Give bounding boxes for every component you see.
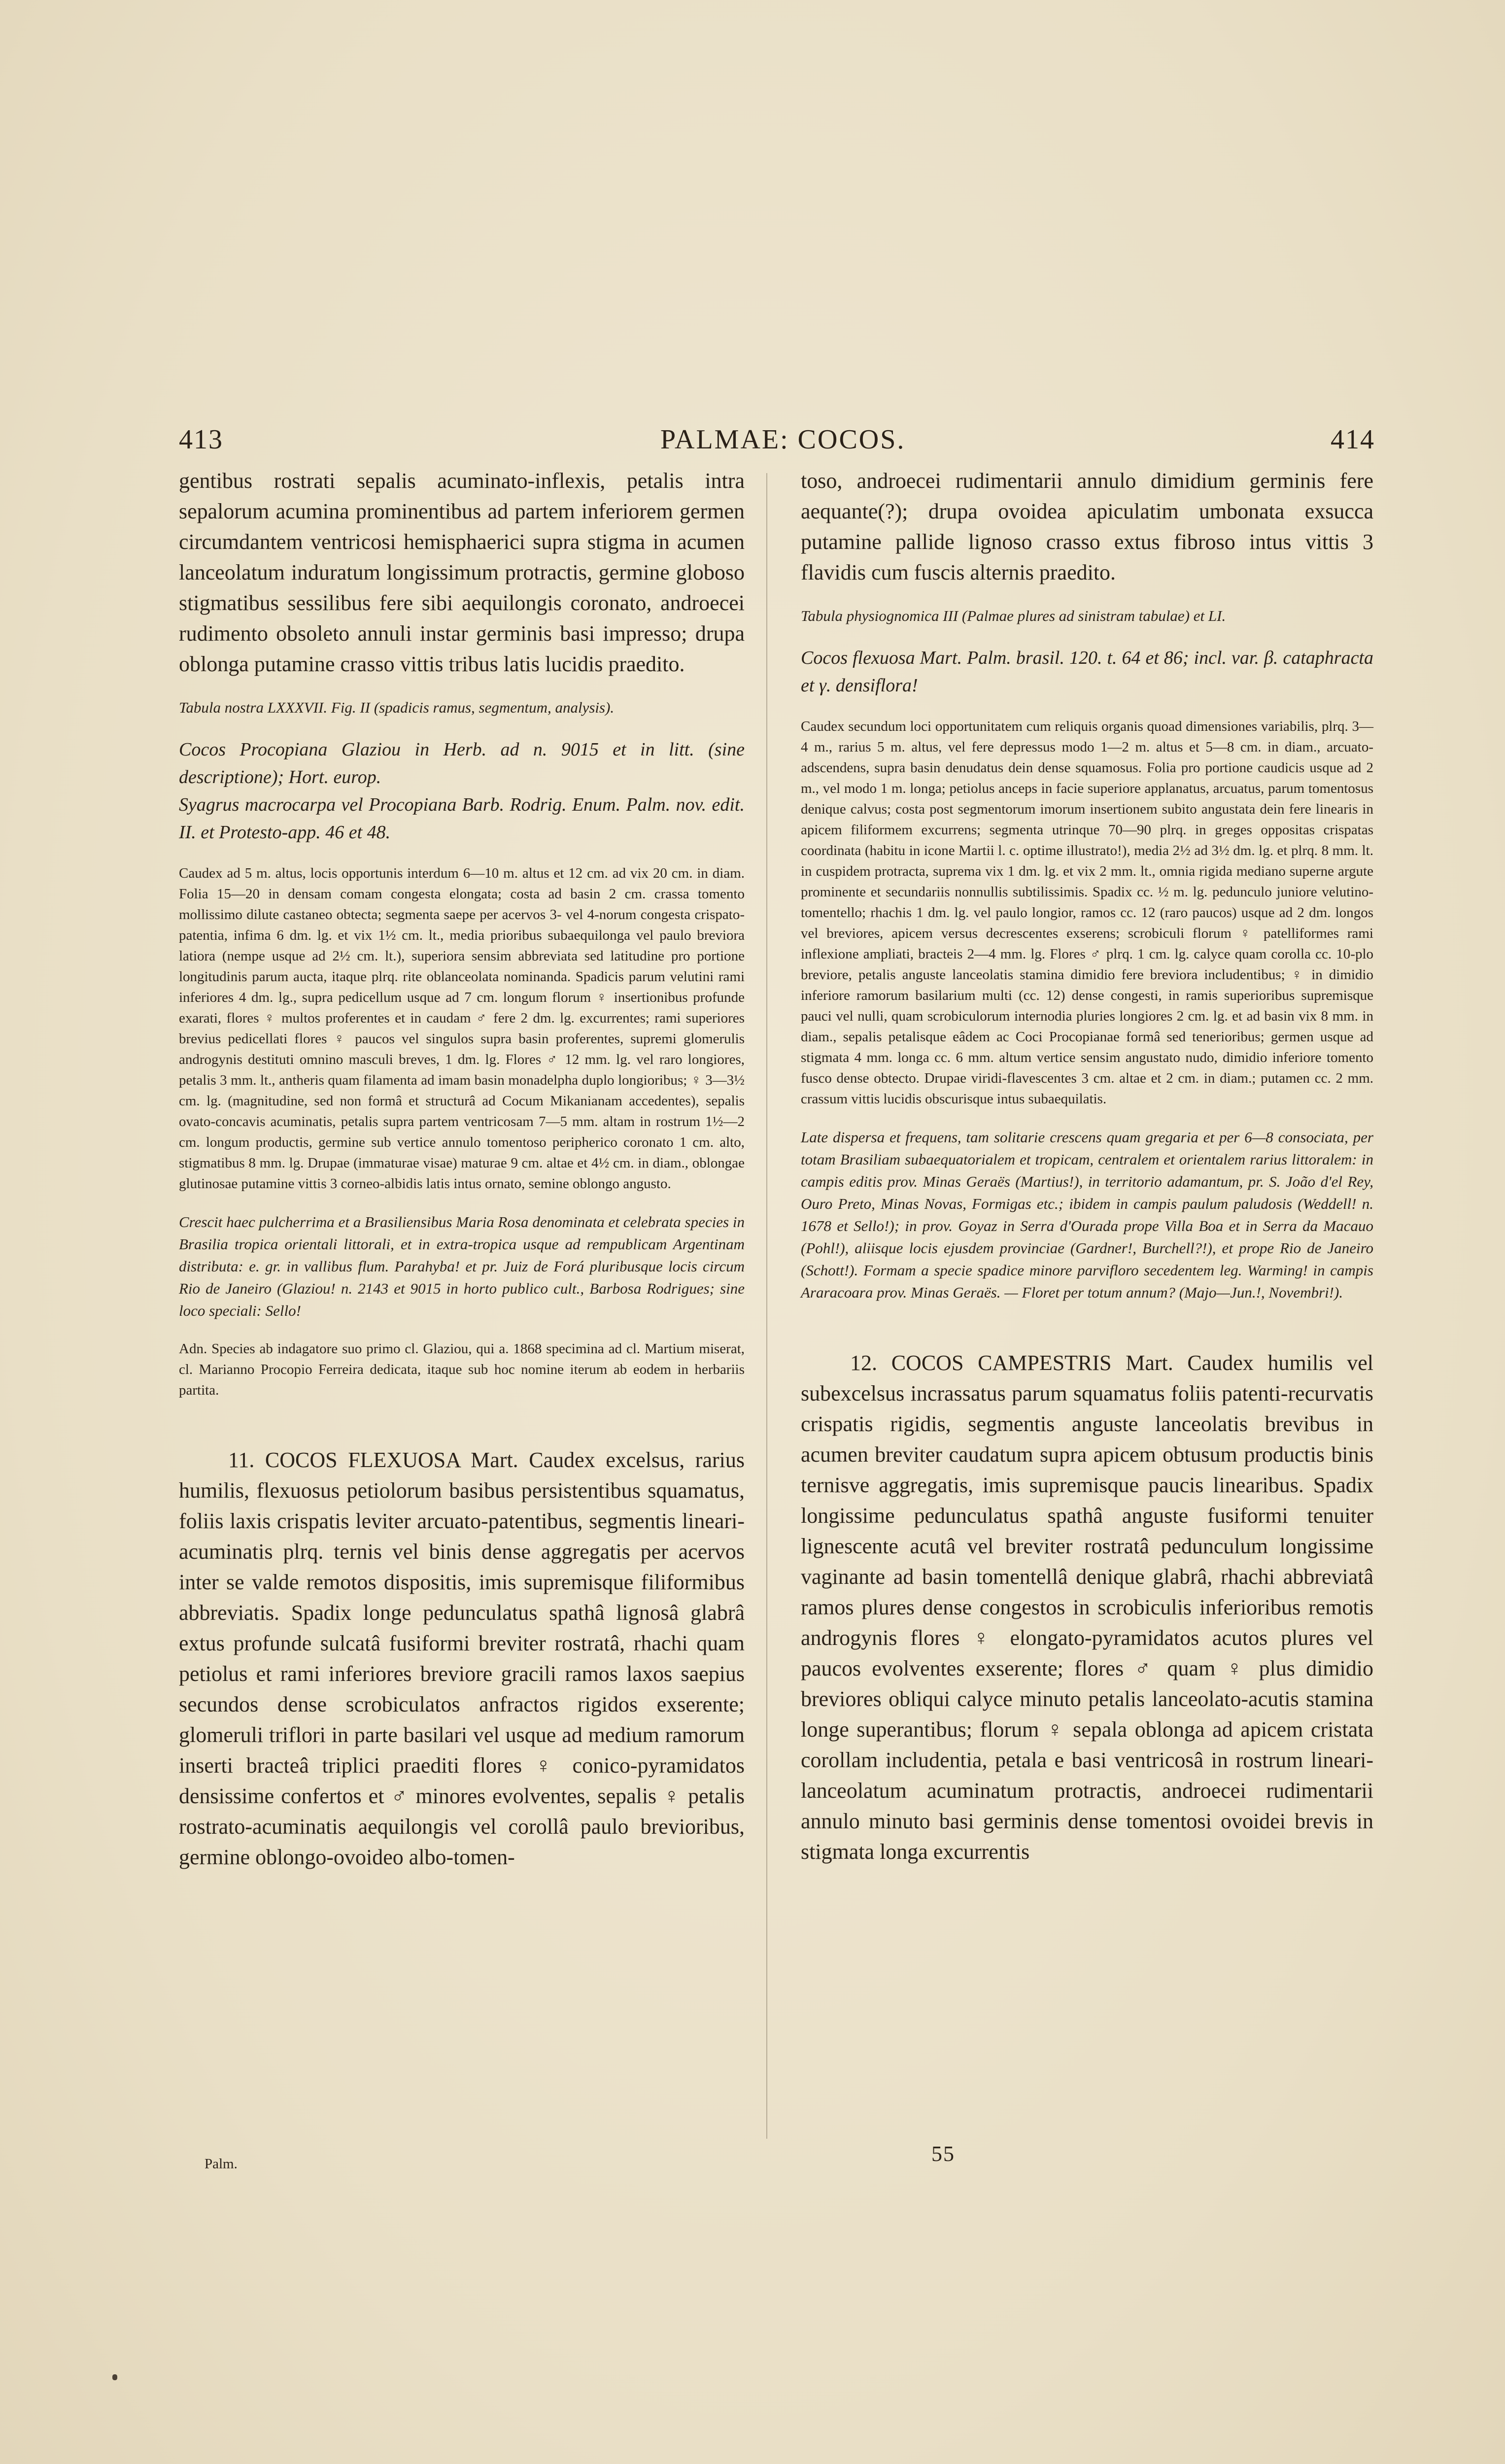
left-tabula-ref: Tabula nostra LXXXVII. Fig. II (spadicis ramus, segmentum, analysis).: [179, 699, 615, 716]
left-habitat: Crescit haec pulcherrima et a Brasiliensibus Maria Rosa denominata et celebrata species in Brasilia tropica orientali littorali, et in extra-tropica usque ad rempublicam Argentinam distributa: e. gr. in vallibus flum. Parahyba! et pr. Juiz de Forá pluribusque locis circum Rio de Janeiro (Glaziou! n. 2143 et 9015 in horto publico cult., Barbosa Rodrigues; sine loco speciali: Sello!: [179, 1213, 745, 1319]
left-description: Caudex ad 5 m. altus, locis opportunis interdum 6—10 m. altus et 12 cm. ad vix 20 cm. in diam. Folia 15—20 in densam comam congesta elongata; costa ad basin 2 cm. crassa tomento mollissimo dilute castaneo obtecta; segmenta saepe per acervos 3- vel 4-norum congesta crispato-patentia, infima 6 dm. lg. et vix 1½ cm. lt., media prioribus subaequilonga vel paulo breviora latiora (nempe usque ad 2½ cm. lt.), superiora sensim abbreviata sed latitudine pro portione longitudinis parum aucta, itaque plrq. rite oblanceolata nominanda. Spadicis parum velutini rami inferiores 4 dm. lg., supra pedicellum usque ad 7 cm. longum florum ♀ insertionibus profunde exarati, flores ♀ multos proferentes et in caudam ♂ fere 2 dm. lg. excurrentes; rami superiores brevius pedicellati flores ♀ paucos vel singulos supra basin proferentes, supremi glomerulis androgynis destituti omnino masculi breves, 1 dm. lg. Flores ♂ 12 mm. lg. vel raro longiores, petalis 3 mm. lt., antheris quam filamenta ad imam basin monadelpha duplo longioribus; ♀ 3—3½ cm. lg. (magnitudine, sed non formâ et structurâ ad Cocum Mikanianam accedentes), sepalis ovato-concavis acuminatis, petalis supra partem ventricosam 7—5 mm. altam in rostrum 1½—2 cm. longum productis, germine sub vertice annulo tomentoso peripherico coronato 1 cm. alto, stigmatibus 8 mm. lg. Drupae (immaturae visae) maturae 9 cm. altae et 4½ cm. in diam., oblongae glutinosae putamine vittis 3 corneo-albidis latis intus ornato, semine oblongo angusto.: [179, 865, 745, 1192]
right-para-continuation: toso, androecei rudimentarii annulo dimidium germinis fere aequante(?); drupa ovoidea apiculatim umbonata exsucca putamine pallide lignoso crasso extus fibroso intus vittis 3 flavidis cum fuscis alternis praedito.: [801, 469, 1373, 584]
signature-mark: Palm.: [205, 2156, 238, 2172]
left-synonym-1: Cocos Procopiana Glaziou in Herb. ad n. 9015 et in litt. (sine descriptione); Hort. europ.: [179, 739, 745, 787]
left-page-number: 413: [179, 424, 223, 455]
right-tabula-ref: Tabula physiognomica III (Palmae plures ad sinistram tabulae) et LI.: [801, 607, 1226, 624]
right-synonym: Cocos flexuosa Mart. Palm. brasil. 120. t. 64 et 86; incl. var. β. cataphracta et γ. densiflora!: [801, 648, 1373, 696]
left-column: [179, 466, 745, 1873]
left-synonym-2: Syagrus macrocarpa vel Procopiana Barb. Rodrig. Enum. Palm. nov. edit. II. et Protesto-app. 46 et 48.: [179, 794, 745, 843]
right-habitat: Late dispersa et frequens, tam solitarie crescens quam gregaria et per 6—8 consociata, per totam Brasiliam subaequatorialem et tropicam, centralem et orientalem rarius littoralem: in campis editis prov. Minas Geraës (Martius!), in territorio adamantum, pr. S. João d'el Rey, Ouro Preto, Minas Novas, Formigas etc.; ibidem in campis paulum paludosis (Weddell! n. 1678 et Sello!); in prov. Goyaz in Serra d'Ourada prope Villa Boa et in Serra da Macauo (Pohl!), aliisque locis ejusdem provinciae (Gardner!, Burchell?!), et prope Rio de Janeiro (Schott!). Formam a specie spadice minore parvifloro secedentem leg. Warming! in campis Araracoara prov. Minas Geraës. — Floret per totum annum? (Majo—Jun.!, Novembri!).: [801, 1129, 1373, 1301]
right-column: [801, 466, 1373, 1867]
left-para-continuation: gentibus rostrati sepalis acuminato-inflexis, petalis intra sepalorum acumina prominentibus ad partem inferiorem germen circumdantem ventricosi hemisphaerici supra stigma in acumen lanceolatum induratum longissimum protractis, germine globoso stigmatibus sessilibus fere sibi aequilongis coronato, androecei rudimento obsoleto annuli instar germinis basi impresso; drupa oblonga putamine crasso vittis tribus latis lucidis praedito.: [179, 469, 745, 676]
column-divider: [766, 473, 767, 2139]
species-12-diagnosis: 12. COCOS CAMPESTRIS Mart. Caudex humilis vel subexcelsus incrassatus parum squamatus foliis patenti-recurvatis crispatis rigidis, segmentis anguste lanceolatis brevibus in acumen breviter caudatum supra apicem obtusum productis binis ternisve aggregatis, imis supremisque paucis linearibus. Spadix longissime pedunculatus spathâ anguste fusiformi tenuiter lignescente acutâ vel breviter rostratâ pedunculum longissime vaginante ad basin tomentellâ denique glabrâ, rhachi abbreviatâ ramos plures dense congestos in scrobiculis inferioribus remotis androgynis flores ♀ elongato-pyramidatos acutos plures vel paucos evolventes exserente; flores ♂ quam ♀ plus dimidio breviores obliqui calyce minuto petalis lanceolato-acutis stamina longe superantibus; florum ♀ sepala oblonga ad apicem cristata corollam includentia, petala e basi ventricosâ in rostrum lineari-lanceolatum acuminatum protractis, androecei rudimentarii annulo minuto basi germinis dense tomentosi ovoidei brevis in stigmata longa excurrentis: [801, 1351, 1373, 1864]
species-11-diagnosis: 11. COCOS FLEXUOSA Mart. Caudex excelsus, rarius humilis, flexuosus petiolorum basibus persistentibus squamatus, foliis laxis crispatis leviter arcuato-patentibus, segmentis lineari-acuminatis plrq. ternis vel binis dense aggregatis per acervos inter se valde remotos dispositis, imis supremisque filiformibus abbreviatis. Spadix longe pedunculatus spathâ lignosâ glabrâ extus profunde sulcatâ fusiformi breviter rostratâ, rhachi quam petiolus et rami inferiores breviore gracili ramos laxos saepius secundos dense scrobiculatos anfractos rigidos exserente; glomeruli triflori in parte basilari vel usque ad medium ramorum inserti bracteâ triplici praediti flores ♀ conico-pyramidatos densissime confertos et ♂ minores evolventes, sepalis ♀ petalis rostrato-acuminatis aequilongis vel corollâ paulo brevioribus, germine oblongo-ovoideo albo-tomen-: [179, 1448, 745, 1869]
ink-speck: [112, 2374, 117, 2380]
left-annotation: Adn. Species ab indagatore suo primo cl. Glaziou, qui a. 1868 specimina ad cl. Martium miserat, cl. Marianno Procopio Ferreira dedicata, itaque sub hoc nomine iterum ab eodem in herbariis partita.: [179, 1341, 745, 1398]
sheet-number: 55: [931, 2142, 955, 2166]
running-title: PALMAE: COCOS.: [660, 424, 906, 455]
right-description: Caudex secundum loci opportunitatem cum reliquis organis quoad dimensiones variabilis, plrq. 3—4 m., rarius 5 m. altus, vel fere depressus modo 1—2 m. altus et 5—8 cm. in diam., arcuato-adscendens, supra basin denudatus dein dense squamosus. Folia pro portione caudicis usque ad 2 m., vel modo 1 m. longa; petiolus anceps in facie superiore applanatus, arcuatus, parum tomentosus denique calvus; costa post segmentorum imorum insertionem subito angustata dein fere linearis in apicem filiformem excurrens; segmenta utrinque 70—90 plrq. in greges oppositas crispatas coordinata (habitu in icone Martii l. c. optime illustrato!), media 2½ ad 3½ dm. lg. et plrq. 8 mm. lt. in cuspidem protracta, suprema vix 1 dm. lg. et vix 2 mm. lt., omnia rigida mediano superne argute prominente et secundariis nonnullis subtilissimis. Spadix cc. ½ m. lg. pedunculo juniore velutino-tomentello; rhachis 1 dm. lg. vel paulo longior, ramos cc. 12 (raro paucos) usque ad 2 dm. longos vel breviores, apicem versus decrescentes exserens; scrobiculi florum ♀ patelliformes rami inflexione ampliati, bracteis 2—4 mm. lg. Flores ♂ plrq. 1 cm. lg. calyce quam corolla cc. 10-plo breviore, petalis anguste lanceolatis stamina dimidio fere breviora includentibus; ♀ in dimidio inferiore ramorum basilarium multi (cc. 12) dense congesti, in ramis superioribus supremisque pauci vel nulli, quam scrobiculorum internodia pluries longiores 2 cm. lg. et ad basin vix 8 mm. in diam., sepalis petalisque eâdem ac Coci Procopianae formâ sed tenerioribus; germen usque ad stigmata 4 mm. longa cc. 6 mm. altum vertice sensim angustato nudo, dimidio inferiore tomento fusco dense obtecto. Drupae viridi-flavescentes 3 cm. altae et 2 cm. in diam.; putamen cc. 2 mm. crassum vittis lucidis obscurisque intus subaequilatis.: [801, 719, 1373, 1107]
right-page-number: 414: [1331, 424, 1375, 455]
